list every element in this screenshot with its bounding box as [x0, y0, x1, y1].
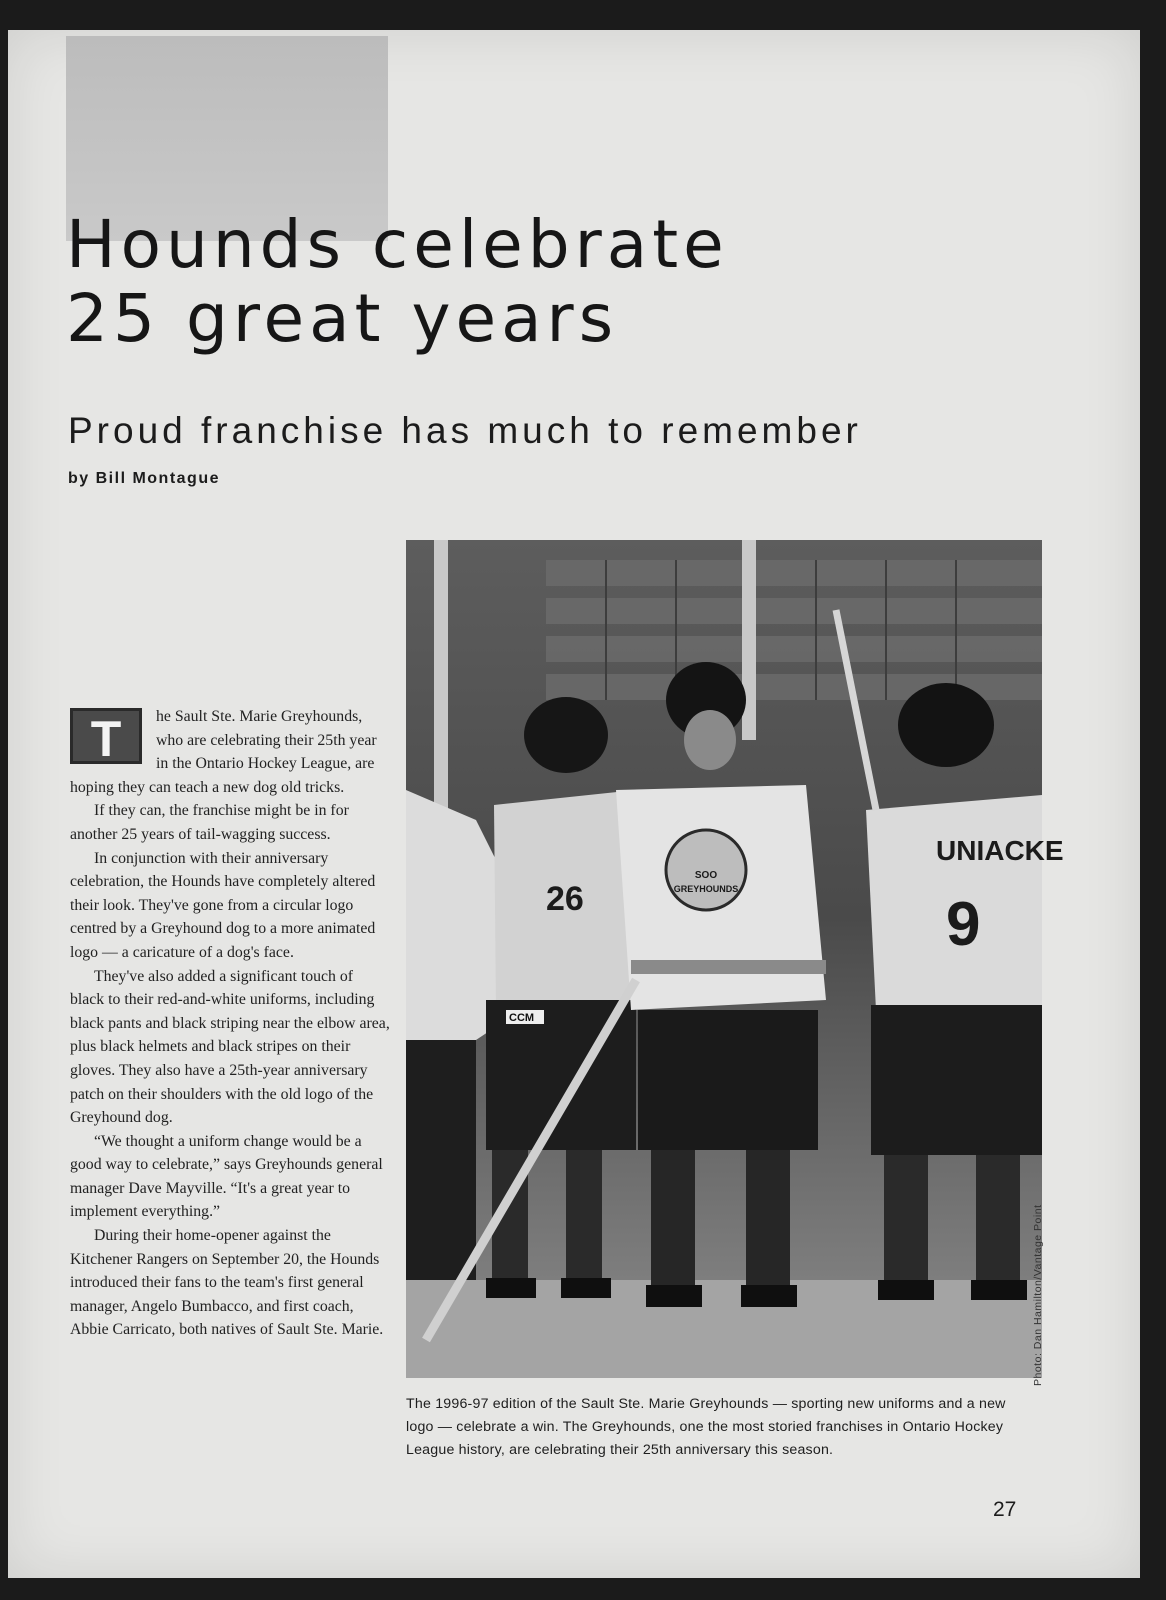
headline — [66, 208, 1066, 356]
jersey-stripe — [631, 960, 826, 974]
center-player-pants — [638, 1010, 818, 1150]
logo-text-bottom: GREYHOUNDS — [673, 884, 739, 894]
headline-line-2: 25 great years — [66, 280, 619, 357]
team-photo — [406, 540, 1064, 1378]
brand-label: CCM — [509, 1012, 535, 1024]
glass-post-left — [434, 540, 448, 830]
jersey-number-9: 9 — [946, 890, 981, 959]
magazine-page — [8, 30, 1140, 1578]
center-player-leg-right — [746, 1150, 790, 1290]
byline: by Bill Montague — [68, 470, 220, 487]
photo-credit-text: Photo: Dan Hamilton/Vantage Point — [1032, 1204, 1044, 1386]
page-number: 27 — [993, 1498, 1017, 1521]
player-9-leg-left — [884, 1155, 928, 1285]
paragraph-2: If they can, the franchise might be in for another 25 years of tail-wagging success. — [70, 802, 349, 843]
player-left-pants — [406, 1040, 476, 1280]
paragraph-4: They've also added a significant touch of black to their red-and-white uniforms, including black pants and black striping near the elbow area, plus black helmets and black stripes on their gloves. They also have a 25th-year anniversary patch on their shoulders with the old logo of the Greyhound dog. — [70, 967, 390, 1127]
jersey-number-26: 26 — [546, 880, 584, 918]
player-9-pants — [871, 1005, 1042, 1155]
headline-line-1: Hounds celebrate — [66, 206, 729, 283]
photo-caption: The 1996-97 edition of the Sault Ste. Marie Greyhounds — sporting new uniforms and a new logo — celebrate a win. The Greyhounds, one the most storied franchises in Ontario Hockey League history, are celebrating their 25th anniversary this season. — [406, 1396, 1006, 1458]
paragraph-6: During their home-opener against the Kitchener Rangers on September 20, the Hounds introduced their fans to the team's first general manager, Angelo Bumbacco, and first coach, Abbie Carricato, both natives of Sault Ste. Marie. — [70, 1227, 384, 1339]
center-player-face — [684, 710, 736, 770]
drop-cap: T — [70, 708, 142, 764]
center-player-leg-left — [651, 1150, 695, 1290]
photo-credit — [1028, 1170, 1044, 1386]
deck-subtitle: Proud franchise has much to remember — [68, 410, 862, 451]
logo-text-top: SOO — [694, 870, 718, 881]
player-9-helmet — [898, 683, 994, 767]
jersey-name: UNIACKE — [936, 835, 1064, 866]
paragraph-3: In conjunction with their anniversary celebration, the Hounds have completely altered their look. They've gone from a circular logo centred by a Greyhound dog to a more animated logo — a caricature of a dog's face. — [70, 849, 376, 961]
article-body — [70, 705, 390, 1342]
paragraph-5: “We thought a uniform change would be a good way to celebrate,” says Greyhounds general manager Dave Mayville. “It's a great year to implement everything.” — [70, 1132, 383, 1221]
team-photo-illustration — [406, 540, 1064, 1378]
player-9-leg-right — [976, 1155, 1020, 1285]
player-26-leg-right — [566, 1150, 602, 1280]
player-26-helmet — [524, 697, 608, 773]
paragraph-1: he Sault Ste. Marie Greyhounds, who are celebrating their 25th year in the Ontario Hockey League, are hoping they can teach a new dog old tricks. — [70, 708, 377, 796]
